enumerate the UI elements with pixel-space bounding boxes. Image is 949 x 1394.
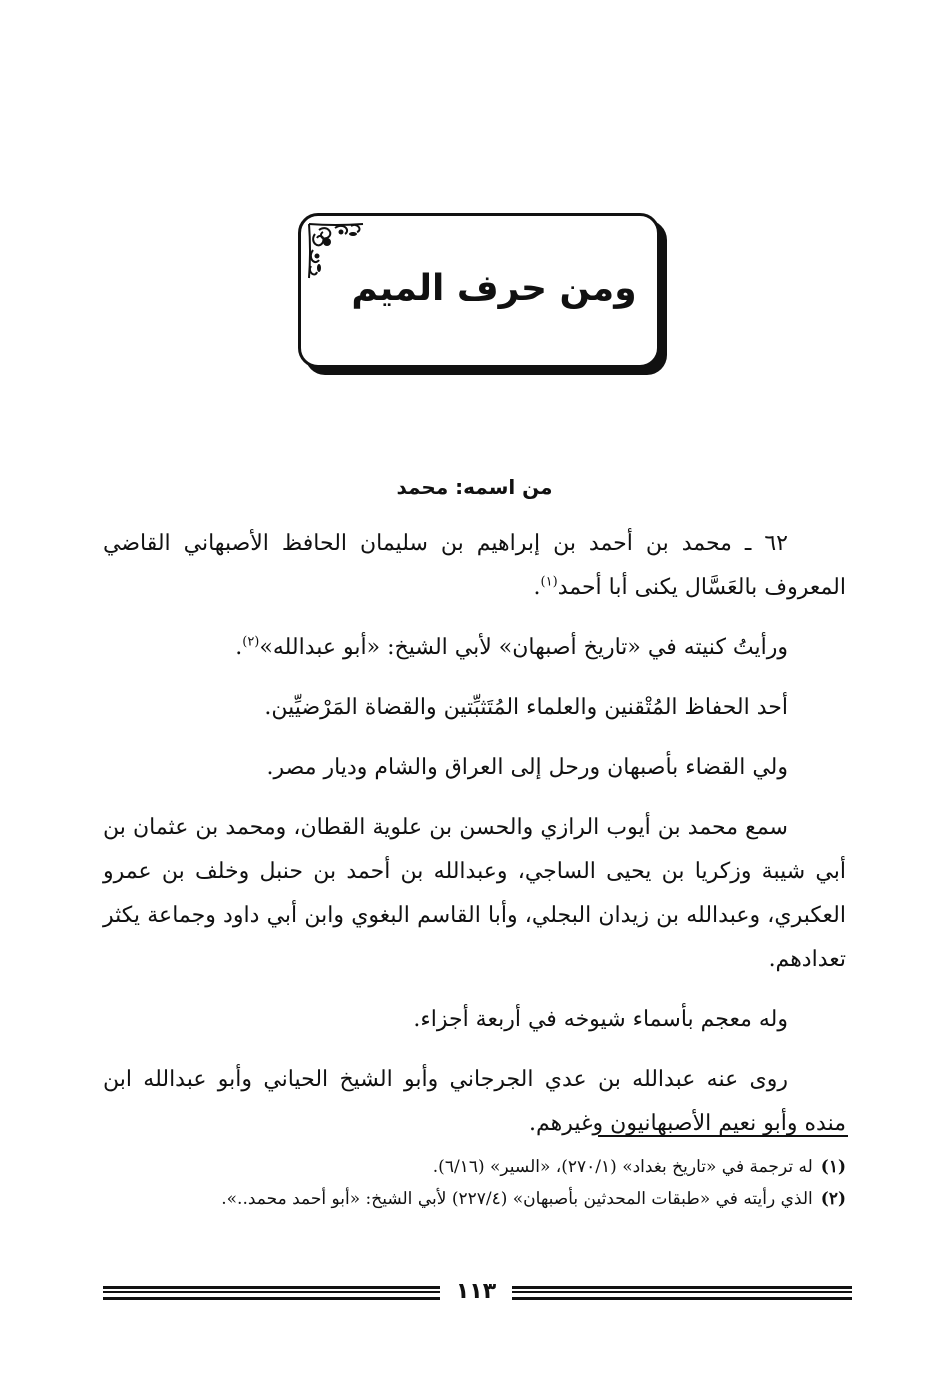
footnote-text: الذي رأيته في «طبقات المحدثين بأصبهان» (٢٢٧/٤) لأبي الشيخ: «أبو أحمد محمد..». xyxy=(221,1189,813,1209)
footnote-1 xyxy=(103,1152,846,1182)
page-rule-left xyxy=(103,1286,440,1300)
footnote-separator xyxy=(598,1135,848,1137)
entry-body xyxy=(103,522,846,1162)
entry-paragraph-1 xyxy=(103,522,846,610)
footnote-number: (٢) xyxy=(820,1189,846,1209)
entry-intro-text: ٦٢ ـ محمد بن أحمد بن إبراهيم بن سليمان الحافظ الأصبهاني القاضي المعروف بالعَسَّال يكنى أبا أحمد xyxy=(103,531,846,600)
footnotes xyxy=(103,1152,846,1216)
footnote-ref-2: (٢) xyxy=(242,634,260,650)
entry-intro-end: . xyxy=(533,575,541,600)
kunya-text: ورأيتُ كنيته في «تاريخ أصبهان» لأبي الشيخ: «أبو عبدالله» xyxy=(259,635,788,660)
footnote-ref-1: (١) xyxy=(540,574,558,590)
entry-paragraph-4: ولي القضاء بأصبهان ورحل إلى العراق والشام وديار مصر. xyxy=(266,755,788,780)
entry-paragraph-5: سمع محمد بن أيوب الرازي والحسن بن علوية القطان، ومحمد بن عثمان بن أبي شيبة وزكريا بن يحيى الساجي، وعبدالله بن أحمد بن حنبل وخلف بن عمرو العكبري، وعبدالله بن زيدان البجلي، وأبا القاسم البغوي وابن أبي داود وجماعة يكثر تعدادهم. xyxy=(103,815,846,972)
section-heading: من اسمه: محمد xyxy=(396,475,553,499)
chapter-title-box xyxy=(298,213,660,368)
page-number: ١١٣ xyxy=(455,1279,497,1304)
entry-paragraph-3: أحد الحفاظ المُتْقنين والعلماء المُتَثبِّتين والقضاة المَرْضيِّين. xyxy=(264,695,788,720)
chapter-title: ومن حرف الميم xyxy=(351,268,637,309)
footnote-number: (١) xyxy=(820,1157,846,1177)
entry-paragraph-2 xyxy=(103,626,846,670)
footnote-2 xyxy=(103,1184,846,1214)
entry-paragraph-7: روى عنه عبدالله بن عدي الجرجاني وأبو الشيخ الحياني وأبو عبدالله ابن منده وأبو نعيم الأصبهانيون وغيرهم. xyxy=(103,1067,846,1136)
page-rule-right xyxy=(512,1286,852,1300)
footnote-text: له ترجمة في «تاريخ بغداد» (٢٧٠/١)، «السير» (٦/١٦). xyxy=(432,1157,813,1177)
entry-paragraph-6: وله معجم بأسماء شيوخه في أربعة أجزاء. xyxy=(413,1007,788,1032)
kunya-end: . xyxy=(235,635,243,660)
